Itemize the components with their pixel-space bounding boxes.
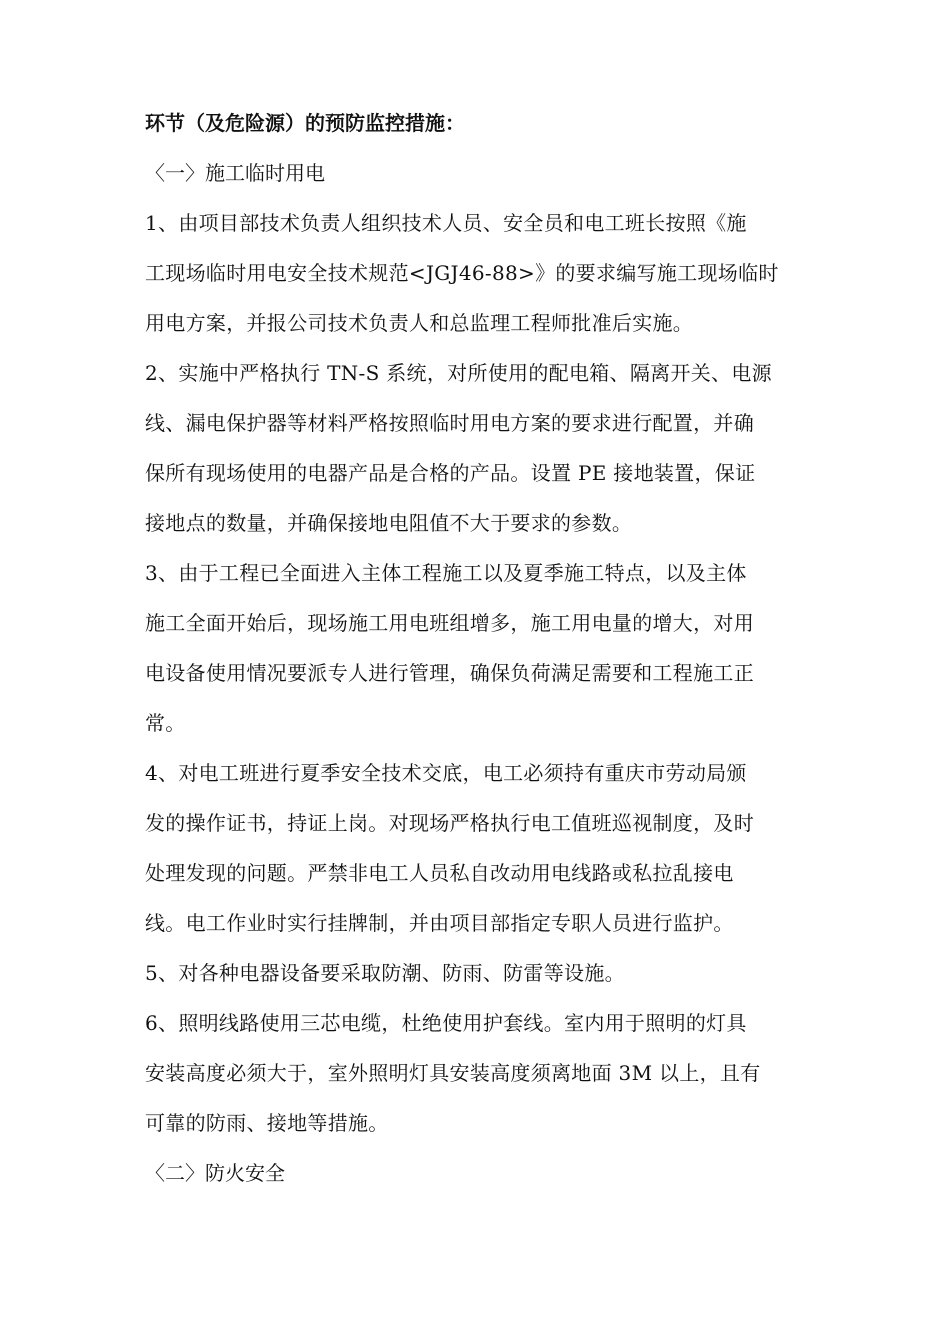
paragraph-1 (145, 198, 823, 348)
paragraph-line: 接地点的数量，并确保接地电阻值不大于要求的参数。 (145, 511, 633, 535)
paragraph-line: 5、对各种电器设备要采取防潮、防雨、防雷等设施。 (145, 961, 625, 985)
section-title-fire-safety: 〈二〉防火安全 (145, 1161, 285, 1185)
paragraph-5 (145, 948, 823, 998)
paragraph-line: 工现场临时用电安全技术规范<JGJ46-88>》的要求编写施工现场临时 (145, 261, 779, 285)
paragraph-line: 线。电工作业时实行挂牌制，并由项目部指定专职人员进行监护。 (145, 911, 734, 935)
paragraph-line: 施工全面开始后，现场施工用电班组增多，施工用电量的增大，对用 (145, 611, 754, 635)
document-heading: 环节（及危险源）的预防监控措施： (145, 111, 465, 135)
paragraph-line: 线、漏电保护器等材料严格按照临时用电方案的要求进行配置，并确 (145, 411, 754, 435)
paragraph-line: 处理发现的问题。严禁非电工人员私自改动用电线路或私拉乱接电 (145, 861, 734, 885)
paragraph-line: 3、由于工程已全面进入主体工程施工以及夏季施工特点，以及主体 (145, 561, 747, 585)
section-title-temporary-power: 〈一〉施工临时用电 (145, 161, 325, 185)
document-body (145, 98, 823, 1198)
paragraph-line: 4、对电工班进行夏季安全技术交底，电工必须持有重庆市劳动局颁 (145, 761, 747, 785)
paragraph-line: 安装高度必须大于，室外照明灯具安装高度须离地面 3M 以上，且有 (145, 1061, 761, 1085)
paragraph-line: 用电方案，并报公司技术负责人和总监理工程师批准后实施。 (145, 311, 694, 335)
paragraph-4 (145, 748, 823, 948)
paragraph-6 (145, 998, 823, 1148)
paragraph-line: 电设备使用情况要派专人进行管理，确保负荷满足需要和工程施工正 (145, 661, 754, 685)
paragraph-line: 2、实施中严格执行 TN-S 系统，对所使用的配电箱、隔离开关、电源 (145, 361, 772, 385)
paragraph-line: 6、照明线路使用三芯电缆，杜绝使用护套线。室内用于照明的灯具 (145, 1011, 747, 1035)
paragraph-2 (145, 348, 823, 548)
paragraph-line: 常。 (145, 711, 186, 735)
paragraph-line: 可靠的防雨、接地等措施。 (145, 1111, 389, 1135)
paragraph-3 (145, 548, 823, 748)
paragraph-line: 发的操作证书，持证上岗。对现场严格执行电工值班巡视制度，及时 (145, 811, 754, 835)
paragraph-line: 1、由项目部技术负责人组织技术人员、安全员和电工班长按照《施 (145, 211, 747, 235)
paragraph-line: 保所有现场使用的电器产品是合格的产品。设置 PE 接地装置，保证 (145, 461, 756, 485)
